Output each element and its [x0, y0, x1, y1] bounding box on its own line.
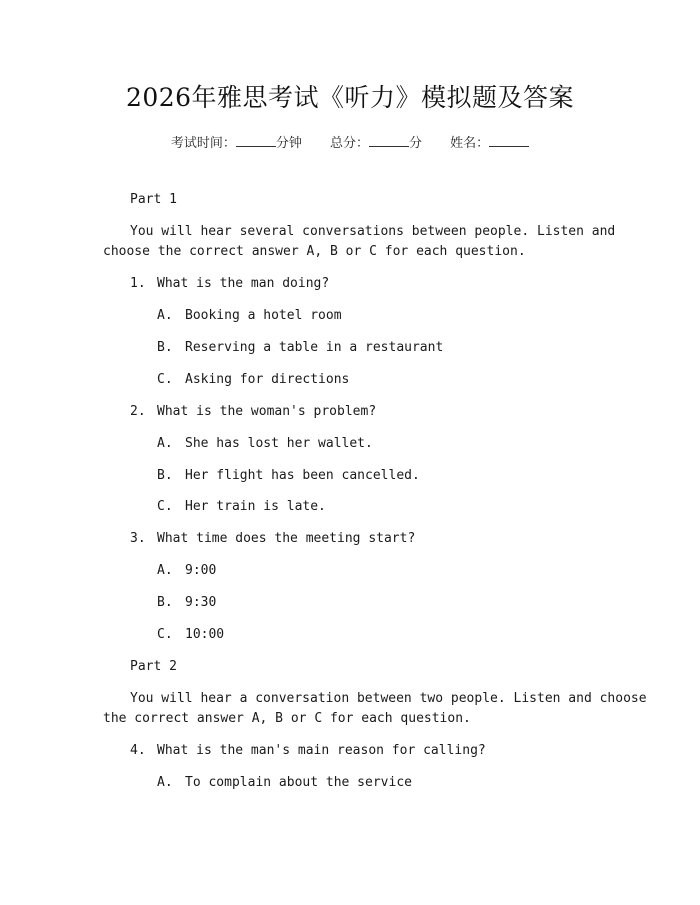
option-text: Booking a hotel room: [185, 308, 342, 323]
question-2-number: 2.: [130, 404, 146, 419]
option-letter: C.: [157, 627, 173, 642]
score-unit: 分: [409, 136, 423, 151]
option-letter: A.: [157, 563, 173, 578]
question-3-number: 3.: [130, 531, 146, 546]
score-field: [330, 132, 422, 151]
score-label: 总分：: [329, 136, 369, 151]
option-text: 10:00: [185, 627, 225, 642]
part1-intro-line1: You will hear several conversations between people. Listen and: [130, 224, 616, 239]
part2-intro-line1: You will hear a conversation between two people. Listen and choose: [130, 691, 647, 706]
option-text: To complain about the service: [185, 775, 412, 790]
exam-time-field: [171, 132, 302, 151]
exam-time-label: 考试时间：: [170, 136, 236, 151]
exam-time-blank: [236, 134, 276, 147]
name-field: [450, 132, 529, 151]
part2-intro-line2: the correct answer A, B or C for each question.: [103, 711, 471, 726]
option-text: Her flight has been cancelled.: [185, 468, 420, 483]
option-letter: B.: [157, 468, 173, 483]
part2-heading: Part 2: [130, 659, 177, 674]
question-number: 1.: [130, 276, 146, 291]
option-text: Her train is late.: [185, 499, 326, 514]
document-title: 2026年雅思考试《听力》模拟题及答案: [125, 83, 575, 112]
option-letter: C.: [157, 499, 173, 514]
option-letter: B.: [157, 595, 173, 610]
option-text: Reserving a table in a restaurant: [185, 340, 444, 355]
question-2-text: What is the woman's problem?: [157, 404, 377, 419]
name-label: 姓名：: [450, 136, 490, 151]
exam-time-unit: 分钟: [275, 136, 302, 151]
option-text: Asking for directions: [185, 372, 350, 387]
question-4-number: 4.: [130, 743, 146, 758]
option-letter: B.: [157, 340, 173, 355]
option-letter: A.: [157, 775, 173, 790]
exam-info-line: [0, 132, 700, 151]
question-4-text: What is the man's main reason for calling?: [157, 743, 486, 758]
question-3-text: What time does the meeting start?: [157, 531, 416, 546]
option-letter: C.: [157, 372, 173, 387]
option-text: 9:30: [185, 595, 217, 610]
part1-heading: Part 1: [130, 192, 177, 207]
name-blank: [489, 134, 529, 147]
option-text: She has lost her wallet.: [185, 436, 373, 451]
score-blank: [369, 134, 409, 147]
option-text: 9:00: [185, 563, 217, 578]
option-letter: A.: [157, 308, 173, 323]
part1-intro-line2: choose the correct answer A, B or C for each question.: [103, 244, 526, 259]
option-letter: A.: [157, 436, 173, 451]
question-1-text: What is the man doing?: [157, 276, 330, 291]
question-1: [130, 274, 146, 294]
